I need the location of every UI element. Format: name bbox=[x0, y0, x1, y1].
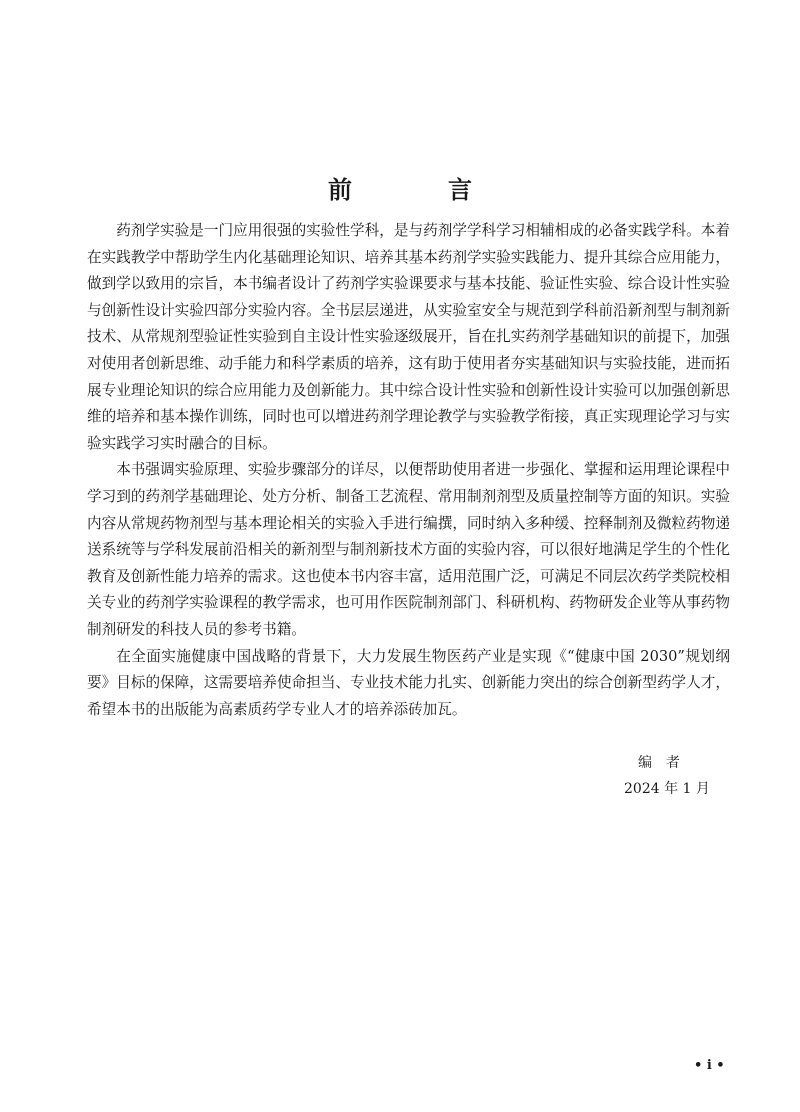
signature-date: 2024 年 1 月 bbox=[624, 781, 710, 797]
signature-author: 编者 bbox=[638, 755, 694, 771]
paragraph-1: 药剂学实验是一门应用很强的实验性学科，是与药剂学学科学习相辅相成的必备实践学科。本着在实践教学中帮助学生内化基础理论知识、培养其基本药剂学实验实践能力、提升其综合应用能力，做到学以致用的宗旨，本书编者设计了药剂学实验课要求与基本技能、验证性实验、综合设计性实验与创新性设计实验四部分实验内容。全书层层递进，从实验室安全与规范到学科前沿新剂型与制剂新技术、从常规剂型验证性实验到自主设计性实验逐级展开，旨在扎实药剂学基础知识的前提下，加强对使用者创新思维、动手能力和科学素质的培养，这有助于使用者夯实基础知识与实验技能，进而拓展专业理论知识的综合应用能力及创新能力。其中综合设计性实验和创新性设计实验可以加强创新思维的培养和基本操作训练，同时也可以增进药剂学理论教学与实验教学衔接，真正实现理论学习与实验实践学习实时融合的目标。 bbox=[87, 222, 730, 452]
preface-body bbox=[87, 218, 730, 723]
signature-block bbox=[560, 750, 720, 802]
paragraph-2: 本书强调实验原理、实验步骤部分的详尽，以便帮助使用者进一步强化、掌握和运用理论课程中学习到的药剂学基础理论、处方分析、制备工艺流程、常用制剂剂型及质量控制等方面的知识。实验内容从常规药物剂型与基本理论相关的实验入手进行编撰，同时纳入多种缓、控释制剂及微粒药物递送系统等与学科发展前沿相关的新剂型与制剂新技术方面的实验内容，可以很好地满足学生的个性化教育及创新性能力培养的需求。这也使本书内容丰富，适用范围广泛，可满足不同层次药学类院校相关专业的药剂学实验课程的教学需求，也可用作医院制剂部门、科研机构、药物研发企业等从事药物制剂研发的科技人员的参考书籍。 bbox=[87, 461, 730, 638]
paragraph-3: 在全面实施健康中国战略的背景下，大力发展生物医药产业是实现《“健康中国 2030”规划纲要》目标的保障，这需要培养使命担当、专业技术能力扎实、创新能力突出的综合创新型药学人才，希望本书的出版能为高素质药学专业人才的培养添砖加瓦。 bbox=[87, 647, 730, 718]
page-title: 前 言 bbox=[328, 176, 508, 204]
page-number: • i • bbox=[694, 1058, 725, 1073]
